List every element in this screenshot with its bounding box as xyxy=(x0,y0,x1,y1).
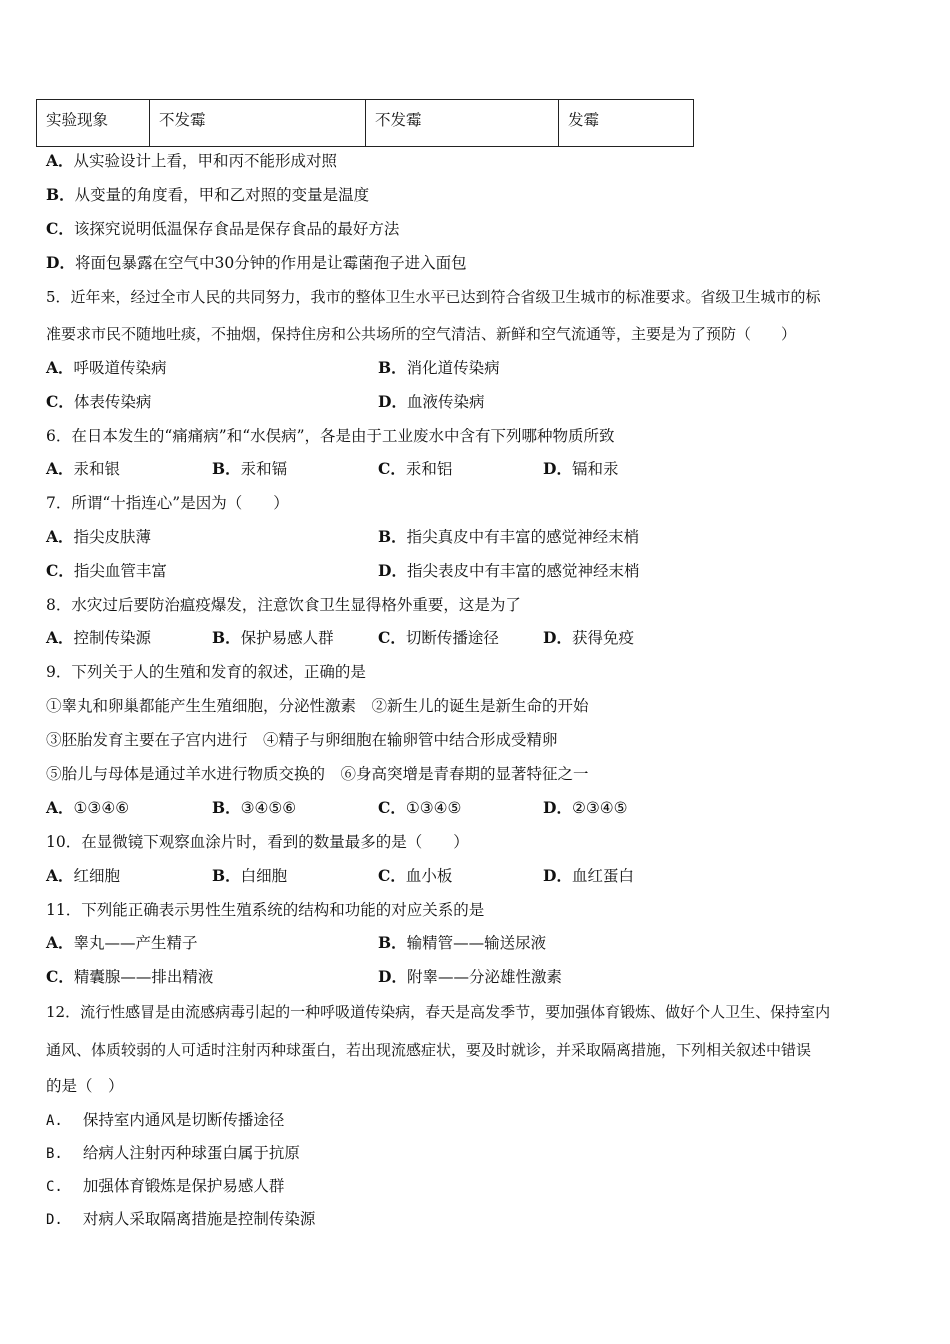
q6-option-d: D．镉和汞 xyxy=(543,459,619,478)
q12-stem: 12．流行性感冒是由流感病毒引起的一种呼吸道传染病，春天是高发季节，要加强体育锻炼、做好个人卫生、保持室内 xyxy=(46,1003,831,1021)
q7-option-a: A．指尖皮肤薄 xyxy=(46,527,152,546)
q10-stem: 10．在显微镜下观察血涂片时，看到的数量最多的是（ ） xyxy=(46,833,469,851)
q12-stem-end: 的是（ ） xyxy=(46,1077,124,1095)
table-row xyxy=(37,100,694,147)
q5-stem: 5．近年来，经过全市人民的共同努力，我市的整体卫生水平已达到符合省级卫生城市的标准要求。省级卫生城市的标 xyxy=(46,288,821,306)
q12-stem-cont: 通风、体质较弱的人可适时注射丙种球蛋白，若出现流感症状，要及时就诊，并采取隔离措施，下列相关叙述中错误 xyxy=(46,1041,812,1059)
q5-option-d: D．血液传染病 xyxy=(378,392,485,411)
q12-option-b: B. 给病人注射丙种球蛋白属于抗原 xyxy=(46,1144,300,1162)
q7-option-d: D．指尖表皮中有丰富的感觉神经末梢 xyxy=(378,561,640,580)
q12-option-d: D. 对病人采取隔离措施是控制传染源 xyxy=(46,1210,316,1228)
q4-option-c: C．该探究说明低温保存食品是保存食品的最好方法 xyxy=(46,219,400,238)
q9-statement-2: ③胚胎发育主要在子宫内进行 ④精子与卵细胞在输卵管中结合形成受精卵 xyxy=(46,731,558,749)
q11-option-b: B．输精管——输送尿液 xyxy=(378,933,547,952)
q8-option-c: C．切断传播途径 xyxy=(378,628,499,647)
q10-option-c: C．血小板 xyxy=(378,866,453,885)
q9-option-b: B．③④⑤⑥ xyxy=(212,798,297,817)
q10-option-d: D．血红蛋白 xyxy=(543,866,634,885)
q5-stem-cont: 准要求市民不随地吐痰，不抽烟，保持住房和公共场所的空气清洁、新鲜和空气流通等，主要是为了预防（ ） xyxy=(46,325,797,343)
q12-option-c: C. 加强体育锻炼是保护易感人群 xyxy=(46,1177,285,1195)
q4-option-a: A．从实验设计上看，甲和丙不能形成对照 xyxy=(46,151,338,170)
q5-option-c: C．体表传染病 xyxy=(46,392,152,411)
q11-option-c: C．精囊腺——排出精液 xyxy=(46,967,214,986)
table-cell: 发霉 xyxy=(559,100,694,147)
q9-option-d: D．②③④⑤ xyxy=(543,798,628,817)
q11-stem: 11．下列能正确表示男性生殖系统的结构和功能的对应关系的是 xyxy=(46,901,485,919)
q9-option-a: A．①③④⑥ xyxy=(46,798,130,817)
q9-statement-3: ⑤胎儿与母体是通过羊水进行物质交换的 ⑥身高突增是青春期的显著特征之一 xyxy=(46,765,589,783)
q7-option-c: C．指尖血管丰富 xyxy=(46,561,167,580)
q7-stem: 7．所谓“十指连心”是因为（ ） xyxy=(46,494,289,512)
q8-option-b: B．保护易感人群 xyxy=(212,628,334,647)
q11-option-a: A．睾丸——产生精子 xyxy=(46,933,198,952)
table-cell: 不发霉 xyxy=(366,100,559,147)
q10-option-b: B．白细胞 xyxy=(212,866,288,885)
q5-option-b: B．消化道传染病 xyxy=(378,358,500,377)
q12-option-a: A. 保持室内通风是切断传播途径 xyxy=(46,1111,285,1129)
q6-option-c: C．汞和铝 xyxy=(378,459,453,478)
q11-option-d: D．附睾——分泌雄性激素 xyxy=(378,967,562,986)
q5-option-a: A．呼吸道传染病 xyxy=(46,358,167,377)
q8-option-d: D．获得免疫 xyxy=(543,628,634,647)
experiment-table xyxy=(36,99,694,147)
q4-option-b: B．从变量的角度看，甲和乙对照的变量是温度 xyxy=(46,185,370,204)
q6-option-b: B．汞和镉 xyxy=(212,459,288,478)
table-cell-label: 实验现象 xyxy=(37,100,150,147)
q9-stem: 9．下列关于人的生殖和发育的叙述，正确的是 xyxy=(46,663,366,681)
q10-option-a: A．红细胞 xyxy=(46,866,121,885)
q4-option-d: D．将面包暴露在空气中30分钟的作用是让霉菌孢子进入面包 xyxy=(46,253,467,272)
table-cell: 不发霉 xyxy=(150,100,366,147)
q7-option-b: B．指尖真皮中有丰富的感觉神经末梢 xyxy=(378,527,640,546)
q8-stem: 8．水灾过后要防治瘟疫爆发，注意饮食卫生显得格外重要，这是为了 xyxy=(46,596,521,614)
q9-option-c: C．①③④⑤ xyxy=(378,798,462,817)
q6-option-a: A．汞和银 xyxy=(46,459,121,478)
q9-statement-1: ①睾丸和卵巢都能产生生殖细胞，分泌性激素 ②新生儿的诞生是新生命的开始 xyxy=(46,697,589,715)
q8-option-a: A．控制传染源 xyxy=(46,628,152,647)
q6-stem: 6．在日本发生的“痛痛病”和“水俣病”，各是由于工业废水中含有下列哪种物质所致 xyxy=(46,427,615,445)
